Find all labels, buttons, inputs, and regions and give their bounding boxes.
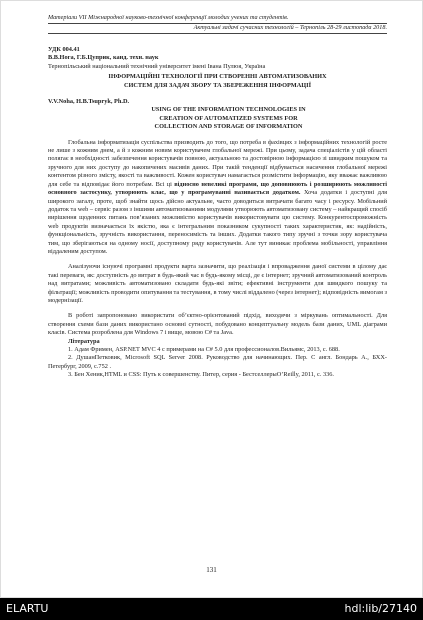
handle-id: hdl:lib/27140 xyxy=(344,602,417,615)
authors-ua: В.В.Нога, Г.Б.Цуприк, канд. техн. наук xyxy=(48,54,159,62)
reference-item: 3. Бен Хеник,HTML и CSS: Путь к совершенству. Питер, серия - БестселлерыO’Reilly, 2011, с. 336. xyxy=(68,371,335,379)
affiliation: Тернопільський національний технічний університет імені Івана Пулюя, Україна xyxy=(48,62,266,70)
paragraph-3: В роботі запропоновано використати об’єктно-орієнтований підхід, виходячи з міркувань оптимальності. Для створення схеми бази даних використано основні сутності, побудовано концептуальну модель бази даних, UML діаграми класів. Система розроблена для Windows 7 і вище, мовою C# та Java. xyxy=(48,312,387,337)
paragraph-1-text: Глобальна інформатизація суспільства призводить до того, що потреба в фахівцях з інформаційних технологій росте не лише з кожним днем, а й з кожним новим користувачем глобальної мережі. При цьому, задача спеціалістів у цій області полягає в необхідності забезпечення користувачів повною, актуальною та достовірною інформацією зі швидким пошуком та зручного для них доступу до накопичених масивів даних. При такій тенденції відбувається насичення глобальної мережі контентом різного змісту, якості та важливості. Кожен користувач намагається розмістити інформацію, яку вважає важливою для себе та відповідає його потребам. Всі ці xyxy=(48,138,387,188)
title-en-line: USING OF THE INFORMATION TECHNOLOGIES IN xyxy=(151,106,306,114)
paragraph-1 xyxy=(48,139,387,257)
title-ua xyxy=(48,73,387,90)
reference-item: 1. Адам Фримен, ASP.NET MVC 4 с примерами на C# 5.0 для профессионалов.Вильямс, 2013, с. 688. xyxy=(68,346,340,353)
title-en xyxy=(70,106,387,131)
literature-heading: Література xyxy=(68,337,100,345)
article-body xyxy=(48,46,387,380)
page-number: 131 xyxy=(206,566,217,574)
running-header xyxy=(48,14,387,34)
title-en-line: CREATION OF AUTOMATIZED SYSTEMS FOR xyxy=(159,114,298,122)
reference-item: 2. ДушанПетковик, Microsoft SQL Server 2008. Руководство для начинающих. Пер. С англ. Бондарь А., БХХ-Петербург, 2009, с.752 . xyxy=(48,354,387,370)
header-line-1: Матеріали VII Міжнародної науково-технічної конференції молодих учених та студентів. xyxy=(48,14,387,24)
title-ua-line: СИСТЕМ ДЛЯ ЗАДАЧ ЗБОРУ ТА ЗБЕРЕЖЕННЯ ІНФОРМАЦІЇ xyxy=(123,81,312,89)
paragraph-1-tail: Хоча додатки і доступні для широкого загалу, проте, щоб знайти щось дійсно актуальне, часто доводиться витрачати багато часу і ресурсу. Мобільний додаток та web – сервіс разом з іншими автоматизованими модулями утворюють автоматизовану систему – найкращий спосіб вирішення щоденних питань пов’язаних можливістю користувачів використовувати цю систему. Конкурентоспроможність web продуктів визначається їх якістю, яка є інтегральним показником сукупності таких характеристик, як: надійність, функціональність, зручність використання, переносимість та інших. Додатки такого типу зручні з точки зору користувача тим, що зберігаються на одному носії, доступному ряду користувачів. Але тут виникає проблема мобільності, управління віддаленим доступом. xyxy=(48,189,387,255)
authors-en: V.V.Noha, H.B.Tsupryk, Ph.D. xyxy=(48,98,130,106)
paragraph-1-bold: відносно невеликі програми, що доповнюють і розширюють можливості основного застосунку, утворюють клас, що у програмуванні називається додатком. xyxy=(48,180,387,197)
udk-code: УДК 004.41 xyxy=(48,46,80,53)
repository-footer xyxy=(0,598,423,620)
header-line-2: Актуальні задачі сучасних технологій – Тернопіль 28-29 листопада 2018. xyxy=(48,24,387,34)
repository-name: ELARTU xyxy=(6,602,49,615)
paragraph-2: Аналізуючи існуючі програмні продукти варта зазначити, що реалізація і впровадження даної системи в цілому дає такі переваги, як: доступність до витрат в будь-який час в будь-якому місці, де є інтернет; зручний автоматизований контроль над витратами; можливість автоматизовано складати будь-які звіти; ефективні інструменти для швидкого пошуку та фільтрації; можливість проводити опитування та тестування, в тому числі віддалено (через інтернет); відповідність вимогам з модернізації. xyxy=(48,263,387,304)
title-ua-line: ІНФОРМАЦІЙНІ ТЕХНОЛОГІЇ ПРИ СТВОРЕННІ АВТОМАТИЗОВАНИХ xyxy=(108,73,327,81)
title-en-line: COLLECTION AND STORAGE OF INFORMATION xyxy=(154,123,303,131)
